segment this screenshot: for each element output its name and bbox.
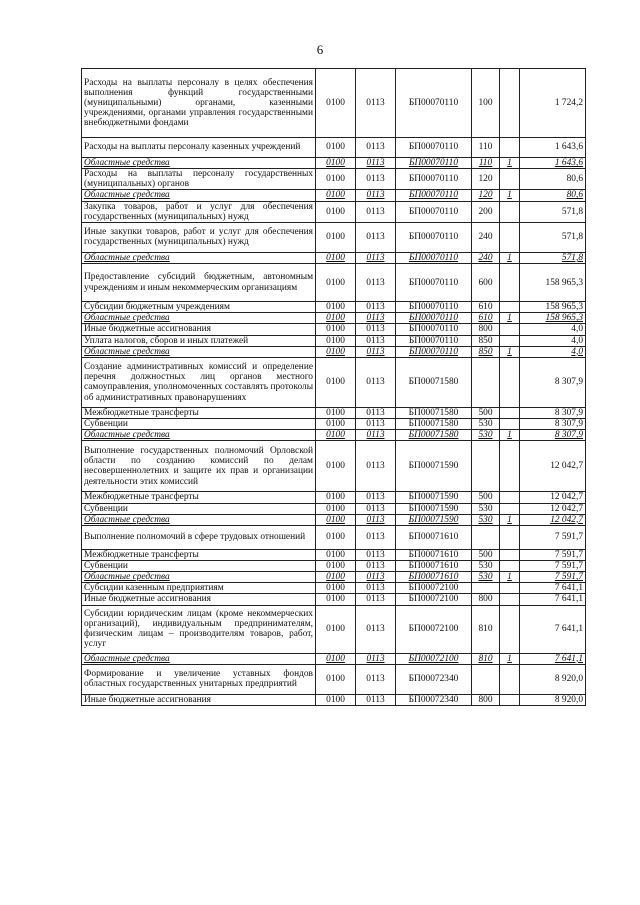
row-section: 0100 bbox=[316, 407, 356, 418]
row-target-article: БП00071590 bbox=[396, 441, 472, 492]
row-subsection: 0113 bbox=[356, 313, 396, 324]
row-amount: 7 641,1 bbox=[520, 605, 586, 653]
row-section: 0100 bbox=[316, 430, 356, 441]
row-name: Субсидии юридическим лицам (кроме некоммерческих организаций), индивидуальным предпринимателям, физическим лицам – производителям товаров, работ, услуг bbox=[82, 605, 316, 653]
row-expense-type: 530 bbox=[472, 430, 500, 441]
table-row bbox=[82, 158, 586, 169]
row-name: Субвенции bbox=[82, 503, 316, 514]
row-target-article: БП00070110 bbox=[396, 158, 472, 169]
row-amount: 8 307,9 bbox=[520, 419, 586, 430]
table-row bbox=[82, 605, 586, 653]
row-target-article: БП00070110 bbox=[396, 169, 472, 190]
table-row bbox=[82, 252, 586, 263]
row-subsection: 0113 bbox=[356, 190, 396, 201]
row-funding-source bbox=[500, 605, 520, 653]
row-name: Областные средства bbox=[82, 430, 316, 441]
row-name: Выполнение государственных полномочий Орловской области по созданию комиссий по делам несовершеннолетних и защите их прав и организации деятельности этих комиссий bbox=[82, 441, 316, 492]
row-name: Выполнение полномочий в сфере трудовых отношений bbox=[82, 525, 316, 549]
row-name: Формирование и увеличение уставных фондов областных государственных унитарных предприятий bbox=[82, 664, 316, 694]
row-funding-source: 1 bbox=[500, 313, 520, 324]
row-section: 0100 bbox=[316, 594, 356, 605]
row-section: 0100 bbox=[316, 514, 356, 525]
row-name: Межбюджетные трансферты bbox=[82, 407, 316, 418]
table-row bbox=[82, 514, 586, 525]
row-expense-type: 500 bbox=[472, 492, 500, 503]
row-amount: 8 307,9 bbox=[520, 430, 586, 441]
row-funding-source bbox=[500, 169, 520, 190]
table-row bbox=[82, 492, 586, 503]
row-funding-source bbox=[500, 594, 520, 605]
row-funding-source bbox=[500, 525, 520, 549]
row-subsection: 0113 bbox=[356, 653, 396, 664]
row-funding-source bbox=[500, 324, 520, 335]
table-row bbox=[82, 190, 586, 201]
table-row bbox=[82, 560, 586, 571]
row-name: Областные средства bbox=[82, 313, 316, 324]
row-funding-source bbox=[500, 560, 520, 571]
row-expense-type: 600 bbox=[472, 264, 500, 302]
row-expense-type bbox=[472, 441, 500, 492]
row-amount: 12 042,7 bbox=[520, 441, 586, 492]
row-expense-type: 110 bbox=[472, 158, 500, 169]
row-subsection: 0113 bbox=[356, 605, 396, 653]
row-target-article: БП00071610 bbox=[396, 572, 472, 583]
row-section: 0100 bbox=[316, 419, 356, 430]
row-target-article: БП00071580 bbox=[396, 407, 472, 418]
row-name: Областные средства bbox=[82, 346, 316, 357]
table-row bbox=[82, 583, 586, 594]
row-target-article: БП00070110 bbox=[396, 335, 472, 346]
table-row bbox=[82, 694, 586, 705]
row-amount: 158 965,3 bbox=[520, 264, 586, 302]
row-name: Предоставление субсидий бюджетным, автономным учреждениям и иным некоммерческим организациям bbox=[82, 264, 316, 302]
row-subsection: 0113 bbox=[356, 525, 396, 549]
row-section: 0100 bbox=[316, 169, 356, 190]
row-expense-type bbox=[472, 525, 500, 549]
row-amount: 80,6 bbox=[520, 169, 586, 190]
row-subsection: 0113 bbox=[356, 694, 396, 705]
row-amount: 571,8 bbox=[520, 252, 586, 263]
table-row bbox=[82, 138, 586, 158]
row-expense-type bbox=[472, 357, 500, 407]
row-subsection: 0113 bbox=[356, 664, 396, 694]
row-funding-source: 1 bbox=[500, 252, 520, 263]
table-row bbox=[82, 653, 586, 664]
row-expense-type: 800 bbox=[472, 594, 500, 605]
row-funding-source bbox=[500, 335, 520, 346]
row-name: Областные средства bbox=[82, 514, 316, 525]
row-section: 0100 bbox=[316, 583, 356, 594]
row-section: 0100 bbox=[316, 605, 356, 653]
row-amount: 7 591,7 bbox=[520, 525, 586, 549]
row-name: Закупка товаров, работ и услуг для обеспечения государственных (муниципальных) нужд bbox=[82, 201, 316, 222]
row-target-article: БП00071580 bbox=[396, 357, 472, 407]
row-subsection: 0113 bbox=[356, 430, 396, 441]
row-amount: 7 641,1 bbox=[520, 653, 586, 664]
row-expense-type: 530 bbox=[472, 419, 500, 430]
row-amount: 8 920,0 bbox=[520, 664, 586, 694]
row-funding-source bbox=[500, 222, 520, 252]
row-funding-source: 1 bbox=[500, 572, 520, 583]
row-section: 0100 bbox=[316, 492, 356, 503]
row-amount: 571,8 bbox=[520, 201, 586, 222]
row-name: Иные закупки товаров, работ и услуг для обеспечения государственных (муниципальных) нужд bbox=[82, 222, 316, 252]
row-expense-type: 800 bbox=[472, 694, 500, 705]
row-name: Областные средства bbox=[82, 158, 316, 169]
row-name: Расходы на выплаты персоналу казенных учреждений bbox=[82, 138, 316, 158]
table-row bbox=[82, 302, 586, 313]
row-section: 0100 bbox=[316, 313, 356, 324]
row-section: 0100 bbox=[316, 335, 356, 346]
row-funding-source bbox=[500, 419, 520, 430]
table-row bbox=[82, 430, 586, 441]
row-subsection: 0113 bbox=[356, 324, 396, 335]
budget-table bbox=[81, 68, 586, 706]
row-funding-source bbox=[500, 441, 520, 492]
row-section: 0100 bbox=[316, 525, 356, 549]
row-section: 0100 bbox=[316, 503, 356, 514]
row-subsection: 0113 bbox=[356, 503, 396, 514]
table-row bbox=[82, 313, 586, 324]
row-subsection: 0113 bbox=[356, 335, 396, 346]
row-target-article: БП00072100 bbox=[396, 605, 472, 653]
row-amount: 12 042,7 bbox=[520, 514, 586, 525]
row-section: 0100 bbox=[316, 324, 356, 335]
row-expense-type: 530 bbox=[472, 560, 500, 571]
row-target-article: БП00070110 bbox=[396, 190, 472, 201]
row-amount: 571,8 bbox=[520, 222, 586, 252]
row-expense-type: 500 bbox=[472, 549, 500, 560]
row-funding-source: 1 bbox=[500, 514, 520, 525]
row-expense-type: 500 bbox=[472, 407, 500, 418]
row-funding-source bbox=[500, 694, 520, 705]
table-row bbox=[82, 419, 586, 430]
row-name: Субсидии казенным предприятиям bbox=[82, 583, 316, 594]
row-name: Субвенции bbox=[82, 560, 316, 571]
table-row bbox=[82, 264, 586, 302]
row-expense-type: 610 bbox=[472, 313, 500, 324]
row-target-article: БП00070110 bbox=[396, 138, 472, 158]
table-row bbox=[82, 441, 586, 492]
page-number: 6 bbox=[316, 42, 324, 57]
row-expense-type: 810 bbox=[472, 653, 500, 664]
row-funding-source bbox=[500, 201, 520, 222]
row-target-article: БП00070110 bbox=[396, 69, 472, 138]
row-target-article: БП00071610 bbox=[396, 549, 472, 560]
row-name: Расходы на выплаты персоналу в целях обеспечения выполнения функций государственными (муниципальными) органами, казенными учреждениями, органами управления государственными внебюджетными фондами bbox=[82, 69, 316, 138]
table-row bbox=[82, 594, 586, 605]
table-row bbox=[82, 69, 586, 138]
row-subsection: 0113 bbox=[356, 346, 396, 357]
row-target-article: БП00070110 bbox=[396, 252, 472, 263]
row-amount: 158 965,3 bbox=[520, 302, 586, 313]
row-target-article: БП00071610 bbox=[396, 525, 472, 549]
row-funding-source bbox=[500, 264, 520, 302]
row-subsection: 0113 bbox=[356, 69, 396, 138]
row-target-article: БП00070110 bbox=[396, 324, 472, 335]
row-section: 0100 bbox=[316, 346, 356, 357]
row-section: 0100 bbox=[316, 302, 356, 313]
row-funding-source: 1 bbox=[500, 346, 520, 357]
row-subsection: 0113 bbox=[356, 201, 396, 222]
row-amount: 4,0 bbox=[520, 324, 586, 335]
row-name: Иные бюджетные ассигнования bbox=[82, 594, 316, 605]
row-amount: 4,0 bbox=[520, 335, 586, 346]
row-section: 0100 bbox=[316, 560, 356, 571]
row-amount: 8 307,9 bbox=[520, 407, 586, 418]
row-target-article: БП00071580 bbox=[396, 430, 472, 441]
row-target-article: БП00072100 bbox=[396, 583, 472, 594]
table-row bbox=[82, 664, 586, 694]
row-funding-source bbox=[500, 407, 520, 418]
row-section: 0100 bbox=[316, 190, 356, 201]
row-subsection: 0113 bbox=[356, 302, 396, 313]
row-target-article: БП00071590 bbox=[396, 514, 472, 525]
row-target-article: БП00071580 bbox=[396, 419, 472, 430]
row-section: 0100 bbox=[316, 69, 356, 138]
row-name: Межбюджетные трансферты bbox=[82, 549, 316, 560]
table-row bbox=[82, 357, 586, 407]
row-target-article: БП00071590 bbox=[396, 492, 472, 503]
row-amount: 12 042,7 bbox=[520, 492, 586, 503]
row-subsection: 0113 bbox=[356, 514, 396, 525]
row-subsection: 0113 bbox=[356, 158, 396, 169]
row-funding-source bbox=[500, 302, 520, 313]
row-subsection: 0113 bbox=[356, 407, 396, 418]
row-amount: 1 643,6 bbox=[520, 158, 586, 169]
row-funding-source bbox=[500, 549, 520, 560]
row-section: 0100 bbox=[316, 252, 356, 263]
row-name: Областные средства bbox=[82, 653, 316, 664]
row-subsection: 0113 bbox=[356, 222, 396, 252]
row-target-article: БП00070110 bbox=[396, 222, 472, 252]
table-row bbox=[82, 169, 586, 190]
row-subsection: 0113 bbox=[356, 549, 396, 560]
table-row bbox=[82, 201, 586, 222]
row-expense-type: 200 bbox=[472, 201, 500, 222]
row-subsection: 0113 bbox=[356, 419, 396, 430]
row-expense-type: 240 bbox=[472, 222, 500, 252]
row-amount: 7 591,7 bbox=[520, 549, 586, 560]
row-subsection: 0113 bbox=[356, 169, 396, 190]
row-expense-type: 240 bbox=[472, 252, 500, 263]
row-funding-source: 1 bbox=[500, 158, 520, 169]
row-subsection: 0113 bbox=[356, 252, 396, 263]
row-section: 0100 bbox=[316, 653, 356, 664]
row-section: 0100 bbox=[316, 138, 356, 158]
row-expense-type bbox=[472, 583, 500, 594]
row-target-article: БП00070110 bbox=[396, 264, 472, 302]
row-target-article: БП00072100 bbox=[396, 594, 472, 605]
table-row bbox=[82, 346, 586, 357]
row-name: Расходы на выплаты персоналу государственных (муниципальных) органов bbox=[82, 169, 316, 190]
table-row bbox=[82, 407, 586, 418]
row-section: 0100 bbox=[316, 664, 356, 694]
row-subsection: 0113 bbox=[356, 264, 396, 302]
row-subsection: 0113 bbox=[356, 357, 396, 407]
row-amount: 7 641,1 bbox=[520, 583, 586, 594]
row-amount: 4,0 bbox=[520, 346, 586, 357]
row-funding-source bbox=[500, 138, 520, 158]
row-funding-source bbox=[500, 664, 520, 694]
row-amount: 1 724,2 bbox=[520, 69, 586, 138]
row-section: 0100 bbox=[316, 357, 356, 407]
row-funding-source bbox=[500, 492, 520, 503]
row-name: Областные средства bbox=[82, 252, 316, 263]
row-amount: 7 591,7 bbox=[520, 572, 586, 583]
row-expense-type: 530 bbox=[472, 572, 500, 583]
row-name: Областные средства bbox=[82, 572, 316, 583]
row-subsection: 0113 bbox=[356, 560, 396, 571]
row-section: 0100 bbox=[316, 158, 356, 169]
row-expense-type: 850 bbox=[472, 346, 500, 357]
row-amount: 7 591,7 bbox=[520, 560, 586, 571]
row-funding-source: 1 bbox=[500, 190, 520, 201]
row-funding-source bbox=[500, 69, 520, 138]
row-expense-type: 530 bbox=[472, 514, 500, 525]
row-section: 0100 bbox=[316, 441, 356, 492]
row-target-article: БП00072340 bbox=[396, 694, 472, 705]
row-funding-source bbox=[500, 503, 520, 514]
row-subsection: 0113 bbox=[356, 138, 396, 158]
row-target-article: БП00072340 bbox=[396, 664, 472, 694]
table-row bbox=[82, 549, 586, 560]
row-name: Субвенции bbox=[82, 419, 316, 430]
row-target-article: БП00071590 bbox=[396, 503, 472, 514]
table-row bbox=[82, 503, 586, 514]
row-name: Областные средства bbox=[82, 190, 316, 201]
row-target-article: БП00070110 bbox=[396, 346, 472, 357]
row-target-article: БП00071610 bbox=[396, 560, 472, 571]
row-subsection: 0113 bbox=[356, 441, 396, 492]
row-section: 0100 bbox=[316, 264, 356, 302]
row-target-article: БП00070110 bbox=[396, 313, 472, 324]
row-expense-type: 120 bbox=[472, 169, 500, 190]
row-expense-type: 530 bbox=[472, 503, 500, 514]
row-target-article: БП00070110 bbox=[396, 201, 472, 222]
row-amount: 158 965,3 bbox=[520, 313, 586, 324]
table-row bbox=[82, 222, 586, 252]
row-funding-source bbox=[500, 357, 520, 407]
row-name: Создание административных комиссий и определение перечня должностных лиц органов местного самоуправления, уполномоченных составлять протоколы об административных правонарушениях bbox=[82, 357, 316, 407]
row-amount: 7 641,1 bbox=[520, 594, 586, 605]
row-expense-type: 810 bbox=[472, 605, 500, 653]
row-amount: 8 307,9 bbox=[520, 357, 586, 407]
row-expense-type: 100 bbox=[472, 69, 500, 138]
row-subsection: 0113 bbox=[356, 583, 396, 594]
row-name: Субсидии бюджетным учреждениям bbox=[82, 302, 316, 313]
table-row bbox=[82, 572, 586, 583]
row-section: 0100 bbox=[316, 549, 356, 560]
row-section: 0100 bbox=[316, 201, 356, 222]
row-funding-source: 1 bbox=[500, 653, 520, 664]
table-row bbox=[82, 335, 586, 346]
row-name: Иные бюджетные ассигнования bbox=[82, 324, 316, 335]
table-row bbox=[82, 525, 586, 549]
row-target-article: БП00072100 bbox=[396, 653, 472, 664]
row-name: Уплата налогов, сборов и иных платежей bbox=[82, 335, 316, 346]
row-amount: 80,6 bbox=[520, 190, 586, 201]
row-section: 0100 bbox=[316, 694, 356, 705]
row-name: Межбюджетные трансферты bbox=[82, 492, 316, 503]
row-amount: 1 643,6 bbox=[520, 138, 586, 158]
row-expense-type: 850 bbox=[472, 335, 500, 346]
row-amount: 8 920,0 bbox=[520, 694, 586, 705]
row-funding-source: 1 bbox=[500, 430, 520, 441]
row-expense-type: 110 bbox=[472, 138, 500, 158]
row-target-article: БП00070110 bbox=[396, 302, 472, 313]
row-subsection: 0113 bbox=[356, 594, 396, 605]
row-expense-type bbox=[472, 664, 500, 694]
row-name: Иные бюджетные ассигнования bbox=[82, 694, 316, 705]
row-amount: 12 042,7 bbox=[520, 503, 586, 514]
row-expense-type: 120 bbox=[472, 190, 500, 201]
row-section: 0100 bbox=[316, 222, 356, 252]
row-expense-type: 610 bbox=[472, 302, 500, 313]
row-expense-type: 800 bbox=[472, 324, 500, 335]
row-subsection: 0113 bbox=[356, 492, 396, 503]
table-row bbox=[82, 324, 586, 335]
row-section: 0100 bbox=[316, 572, 356, 583]
row-subsection: 0113 bbox=[356, 572, 396, 583]
row-funding-source bbox=[500, 583, 520, 594]
budget-table-body bbox=[82, 69, 586, 706]
